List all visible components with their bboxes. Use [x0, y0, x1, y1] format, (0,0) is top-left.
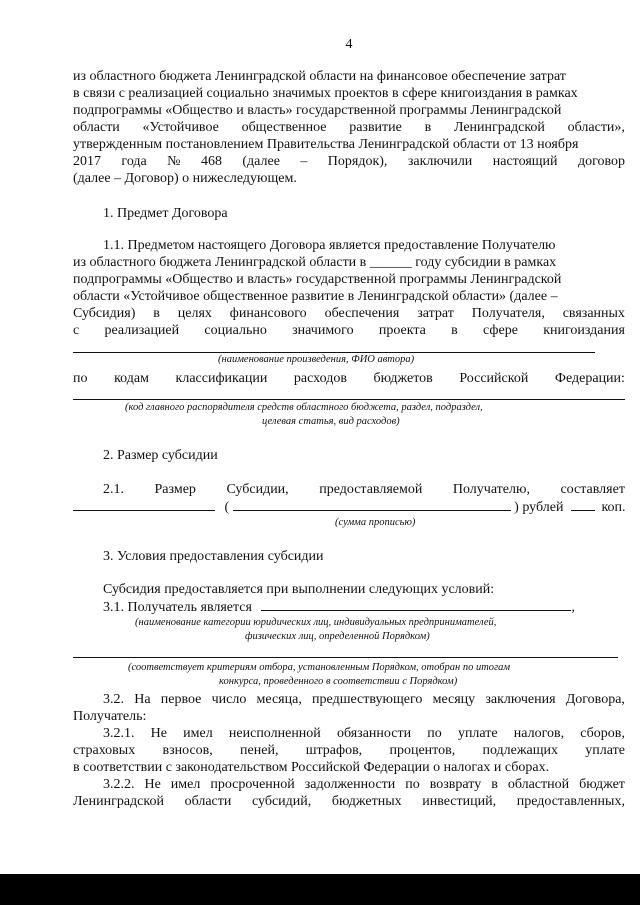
word: задолженности: [304, 777, 396, 792]
work-title-caption: (наименование произведения, ФИО автора): [218, 354, 415, 365]
word: 3.2.: [103, 692, 124, 707]
word: субсидий,: [252, 794, 312, 809]
word: первое: [160, 692, 202, 707]
budget-codes-blank: [73, 399, 625, 400]
amount-digits-blank: [73, 498, 215, 511]
word: На: [134, 692, 151, 707]
word: Договора,: [565, 692, 625, 707]
word: Порядок),: [327, 154, 388, 169]
word: бюджетных: [331, 794, 402, 809]
kopecks-label: коп.: [601, 500, 626, 515]
word: по: [427, 726, 442, 741]
scan-bottom-border: [0, 874, 640, 905]
intro-line-2: в связи с реализацией социально значимых проектов в сфере книгоиздания в рамках: [73, 86, 578, 101]
word: бюджет: [579, 777, 625, 792]
word: заключили: [407, 154, 473, 169]
word: пеней,: [240, 743, 279, 758]
s1-line-1: 1.1. Предметом настоящего Договора является предоставление Получателю: [103, 238, 556, 253]
subsidy-amount-line: [73, 498, 625, 516]
word: уплате: [457, 726, 498, 741]
word: договор: [577, 154, 625, 169]
p321-line-2: [73, 742, 625, 759]
word: бюджетов: [373, 371, 433, 386]
word: финансового: [229, 306, 307, 321]
section-1-heading: 1. Предмет Договора: [103, 206, 228, 221]
word: просроченной: [210, 777, 295, 792]
word: Ленинградской: [73, 794, 164, 809]
word: года: [121, 154, 147, 169]
word: с: [73, 323, 80, 338]
s1-line-2: из областного бюджета Ленинградской области в ______ году субсидии в рамках: [73, 255, 557, 270]
word: в: [153, 306, 160, 321]
word: налогов,: [513, 726, 565, 741]
word: имел: [170, 777, 201, 792]
word: проекта: [378, 323, 426, 338]
word: книгоиздания: [543, 323, 625, 338]
word: возврату: [429, 777, 482, 792]
intro-line-6: [73, 153, 625, 170]
word: Не: [144, 777, 161, 792]
word: взносов,: [162, 743, 213, 758]
criteria-blank: [73, 657, 618, 658]
word: заключения: [485, 692, 556, 707]
intro-line-1: из областного бюджета Ленинградской области на финансовое обеспечение затрат: [73, 69, 566, 84]
kopecks-blank: [571, 498, 595, 511]
word: №: [167, 154, 181, 169]
word: месяцу: [432, 692, 476, 707]
word: число: [211, 692, 247, 707]
word: развитие: [349, 120, 402, 135]
word: неисполненной: [228, 726, 321, 741]
word: имел: [183, 726, 213, 741]
criteria-caption-1: (соответствует критериям отбора, установленным Порядком, отобран по итогам: [128, 662, 511, 673]
word: по: [405, 777, 420, 792]
criteria-caption-2: конкурса, проведенного в соответствии с Порядком): [219, 676, 458, 687]
p32-line-1: [103, 691, 625, 708]
word: области: [73, 120, 120, 135]
rubles-label: ) рублей: [514, 500, 564, 515]
word: «Устойчивое: [142, 120, 219, 135]
s1-line-4: области «Устойчивое общественное развитие в Ленинградской области» (далее –: [73, 289, 558, 304]
word: Ленинградской: [453, 120, 545, 135]
word: инвестиций,: [422, 794, 497, 809]
word: сфере: [483, 323, 518, 338]
word: 3.2.2.: [103, 777, 135, 792]
word: областной: [507, 777, 570, 792]
s1-line-6: [73, 322, 625, 339]
word: страховых: [73, 743, 136, 758]
word: обязанности: [336, 726, 412, 741]
word: затрат: [417, 306, 454, 321]
section-3-heading: 3. Условия предоставления субсидии: [103, 549, 324, 564]
word: в: [451, 323, 458, 338]
word: общественное: [241, 120, 327, 135]
word: 2017: [73, 154, 101, 169]
word: реализацией: [104, 323, 180, 338]
word: Не: [150, 726, 167, 741]
word: 468: [200, 154, 222, 169]
p322-line-1: [103, 776, 625, 793]
budget-codes-caption-2: целевая статья, вид расходов): [262, 416, 400, 427]
word: Получателю,: [452, 482, 530, 497]
intro-line-7: (далее – Договор) о нижеследующем.: [73, 171, 297, 186]
word: 3.2.1.: [103, 726, 135, 741]
word: подлежащих: [482, 743, 559, 758]
word: классификации: [175, 371, 268, 386]
word: Российской: [459, 371, 529, 386]
word: связанных: [562, 306, 625, 321]
word: предшествующего: [312, 692, 423, 707]
word: в: [424, 120, 432, 135]
s1-line-5: [73, 305, 625, 322]
word: области»,: [567, 120, 625, 135]
amount-words-blank: [233, 498, 511, 511]
word: уплате: [585, 743, 625, 758]
word: предоставленных,: [516, 794, 625, 809]
word: Получателя,: [471, 306, 545, 321]
category-caption-2: физических лиц, определенной Порядком): [245, 631, 430, 642]
word: расходов: [293, 371, 347, 386]
amount-caption: (сумма прописью): [335, 517, 416, 528]
item-3-1-line: [103, 598, 625, 616]
word: обеспечения: [324, 306, 400, 321]
word: социально: [204, 323, 267, 338]
page-number: 4: [345, 37, 353, 52]
intro-line-5: утвержденным постановлением Правительства Ленинградской области от 13 ноября: [73, 137, 579, 152]
s3-intro: Субсидия предоставляется при выполнении следующих условий:: [103, 582, 495, 597]
p321-line-3: в соответствии с законодательством Российской Федерации о налогах и сборах.: [73, 760, 550, 775]
budget-codes-line: [73, 370, 625, 387]
word: в: [491, 777, 498, 792]
word: составляет: [560, 482, 625, 497]
word: 2.1.: [103, 482, 124, 497]
s2-line-1: [103, 481, 625, 498]
word: Субсидия): [73, 306, 136, 321]
intro-line-3: подпрограммы «Общество и власть» государственной программы Ленинградской: [73, 103, 562, 118]
word: процентов,: [389, 743, 456, 758]
word: по: [73, 371, 88, 386]
word: Федерации:: [554, 371, 625, 386]
intro-line-4: [73, 119, 625, 136]
word: –: [300, 154, 308, 169]
word: целях: [177, 306, 212, 321]
comma: ,: [571, 600, 575, 615]
budget-codes-caption-1: (код главного распорядителя средств областного бюджета, раздел, подраздел,: [125, 402, 483, 413]
word: (далее: [242, 154, 280, 169]
word: настоящий: [492, 154, 558, 169]
p321-line-1: [103, 725, 625, 742]
open-paren: (: [224, 500, 230, 515]
word: сборов,: [580, 726, 625, 741]
category-caption-1: (наименование категории юридических лиц, индивидуальных предпринимателей,: [135, 617, 497, 628]
recipient-category-blank: [261, 598, 571, 611]
word: кодам: [114, 371, 149, 386]
p32-line-2: Получатель:: [73, 709, 147, 724]
word: области: [184, 794, 232, 809]
section-2-heading: 2. Размер субсидии: [103, 448, 218, 463]
p322-line-2: [73, 793, 625, 810]
word: Субсидии,: [226, 482, 289, 497]
word: штрафов,: [305, 743, 363, 758]
word: значимого: [292, 323, 354, 338]
item-3-1-label: 3.1. Получатель является: [103, 600, 252, 615]
word: предоставляемой: [319, 482, 423, 497]
word: Размер: [154, 482, 196, 497]
s1-line-3: подпрограммы «Общество и власть» государственной программы Ленинградской: [73, 272, 562, 287]
word: месяца,: [256, 692, 302, 707]
